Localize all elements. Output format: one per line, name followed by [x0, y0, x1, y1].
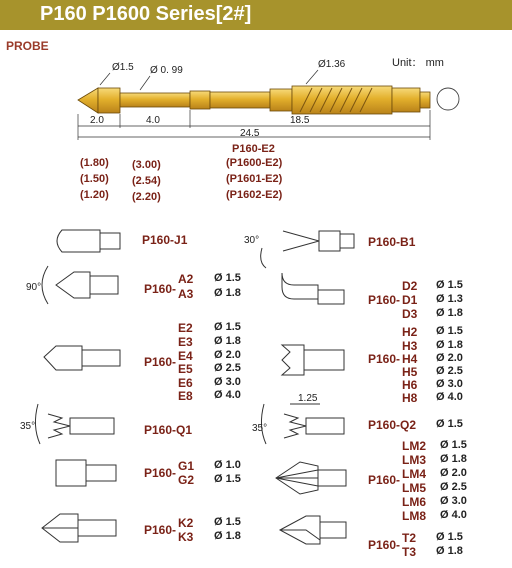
code-k-prefix: P160- [144, 523, 177, 537]
tip-k-drawing [42, 514, 116, 542]
model-cell: (1.20) [80, 189, 109, 201]
code-e4: E4 [178, 349, 193, 363]
size-lm4: Ø 2.0 [440, 467, 467, 479]
size-h3: Ø 1.8 [436, 339, 463, 351]
size-d1: Ø 1.3 [436, 293, 463, 305]
angle-30: 30° [244, 235, 260, 246]
code-lm3: LM3 [402, 453, 426, 467]
size-t3: Ø 1.8 [436, 545, 463, 557]
code-h-prefix: P160- [368, 352, 401, 366]
size-h5: Ø 2.5 [436, 365, 463, 377]
code-lm8: LM8 [402, 509, 426, 523]
model-cell: (3.00) [132, 159, 161, 171]
size-lm8: Ø 4.0 [440, 509, 467, 521]
code-lm5: LM5 [402, 481, 426, 495]
code-d3: D3 [402, 307, 418, 321]
tip-q2-drawing [261, 404, 344, 444]
tip-t-drawing [280, 516, 346, 544]
dim-length-2: 4.0 [146, 115, 160, 126]
size-e2: Ø 1.5 [214, 321, 241, 333]
dim-length-3: 18.5 [290, 115, 310, 126]
code-lm2: LM2 [402, 439, 426, 453]
angle-90: 90° [26, 282, 42, 293]
code-d-prefix: P160- [368, 293, 401, 307]
size-g1: Ø 1.0 [214, 459, 241, 471]
code-t3: T3 [402, 545, 417, 559]
size-q2: Ø 1.5 [436, 418, 463, 430]
model-cell: (2.20) [132, 191, 161, 203]
tip-lm-drawing [276, 462, 346, 494]
code-e-prefix: P160- [144, 355, 177, 369]
code-a3: A3 [178, 287, 194, 301]
size-lm5: Ø 2.5 [440, 481, 467, 493]
size-d3: Ø 1.8 [436, 307, 463, 319]
code-e5: E5 [178, 362, 193, 376]
code-g2: G2 [178, 473, 195, 487]
size-t2: Ø 1.5 [436, 531, 463, 543]
size-e4: Ø 2.0 [214, 349, 241, 361]
tip-h-drawing [282, 345, 344, 375]
model-cell: (1.50) [80, 173, 109, 185]
size-a3: Ø 1.8 [214, 287, 241, 299]
size-k2: Ø 1.5 [214, 516, 241, 528]
code-h4: H4 [402, 352, 418, 366]
size-e3: Ø 1.8 [214, 335, 241, 347]
tip-j1-drawing [57, 230, 120, 252]
dim-diameter-tip: Ø1.5 [112, 62, 134, 73]
code-a-prefix: P160- [144, 282, 177, 296]
code-t-prefix: P160- [368, 538, 401, 552]
size-e5: Ø 2.5 [214, 362, 241, 374]
code-lm4: LM4 [402, 467, 426, 481]
model-cell: (P1602-E2) [226, 189, 283, 201]
code-h2: H2 [402, 325, 418, 339]
code-e6: E6 [178, 376, 193, 390]
size-a2: Ø 1.5 [214, 272, 241, 284]
model-main: P160-E2 [232, 143, 275, 155]
code-j1: P160-J1 [142, 233, 188, 247]
tip-q1-drawing [35, 404, 114, 444]
code-k2: K2 [178, 516, 194, 530]
size-h6: Ø 3.0 [436, 378, 463, 390]
tip-b1-drawing [261, 231, 354, 268]
size-h4: Ø 2.0 [436, 352, 463, 364]
code-b1: P160-B1 [368, 235, 416, 249]
code-e8: E8 [178, 389, 193, 403]
code-h3: H3 [402, 339, 418, 353]
size-h8: Ø 4.0 [436, 391, 463, 403]
code-d2: D2 [402, 279, 418, 293]
size-h2: Ø 1.5 [436, 325, 463, 337]
page-title: P160 P1600 Series[2#] [40, 3, 252, 25]
dim-length-1: 2.0 [90, 115, 104, 126]
code-d1: D1 [402, 293, 418, 307]
code-q1: P160-Q1 [144, 423, 193, 437]
angle-35-right: 35° [252, 423, 268, 434]
size-lm3: Ø 1.8 [440, 453, 467, 465]
angle-35-left: 35° [20, 421, 36, 432]
size-g2: Ø 1.5 [214, 473, 241, 485]
code-e2: E2 [178, 321, 193, 335]
size-k3: Ø 1.8 [214, 530, 241, 542]
code-a2: A2 [178, 272, 194, 286]
code-lm-prefix: P160- [368, 473, 401, 487]
dim-125: 1.25 [298, 393, 318, 404]
model-cell: (P1600-E2) [226, 157, 283, 169]
tip-e-drawing [44, 346, 120, 370]
main-probe-drawing [78, 86, 430, 114]
size-e6: Ø 3.0 [214, 376, 241, 388]
tip-g-drawing [56, 460, 116, 486]
dim-diameter-barrel: Ø1.36 [318, 59, 346, 70]
tip-a-drawing [42, 266, 118, 304]
dim-diameter-plunger: Ø 0. 99 [150, 65, 183, 76]
model-cell: (P1601-E2) [226, 173, 283, 185]
code-lm6: LM6 [402, 495, 426, 509]
size-e8: Ø 4.0 [214, 389, 241, 401]
code-g-prefix: P160- [144, 466, 177, 480]
size-lm6: Ø 3.0 [440, 495, 467, 507]
code-h5: H5 [402, 365, 418, 379]
dim-total-length: 24.5 [240, 128, 260, 139]
code-h8: H8 [402, 391, 418, 405]
code-g1: G1 [178, 459, 195, 473]
code-q2: P160-Q2 [368, 418, 417, 432]
probe-label: PROBE [6, 39, 49, 53]
code-e3: E3 [178, 335, 193, 349]
code-t2: T2 [402, 531, 417, 545]
tip-d-drawing [282, 273, 344, 304]
unit-label: Unit： mm [392, 57, 444, 69]
size-d2: Ø 1.5 [436, 279, 463, 291]
code-k3: K3 [178, 530, 194, 544]
code-h6: H6 [402, 378, 418, 392]
model-cell: (1.80) [80, 157, 109, 169]
model-cell: (2.54) [132, 175, 161, 187]
size-lm2: Ø 1.5 [440, 439, 467, 451]
end-view-circle [437, 88, 459, 110]
